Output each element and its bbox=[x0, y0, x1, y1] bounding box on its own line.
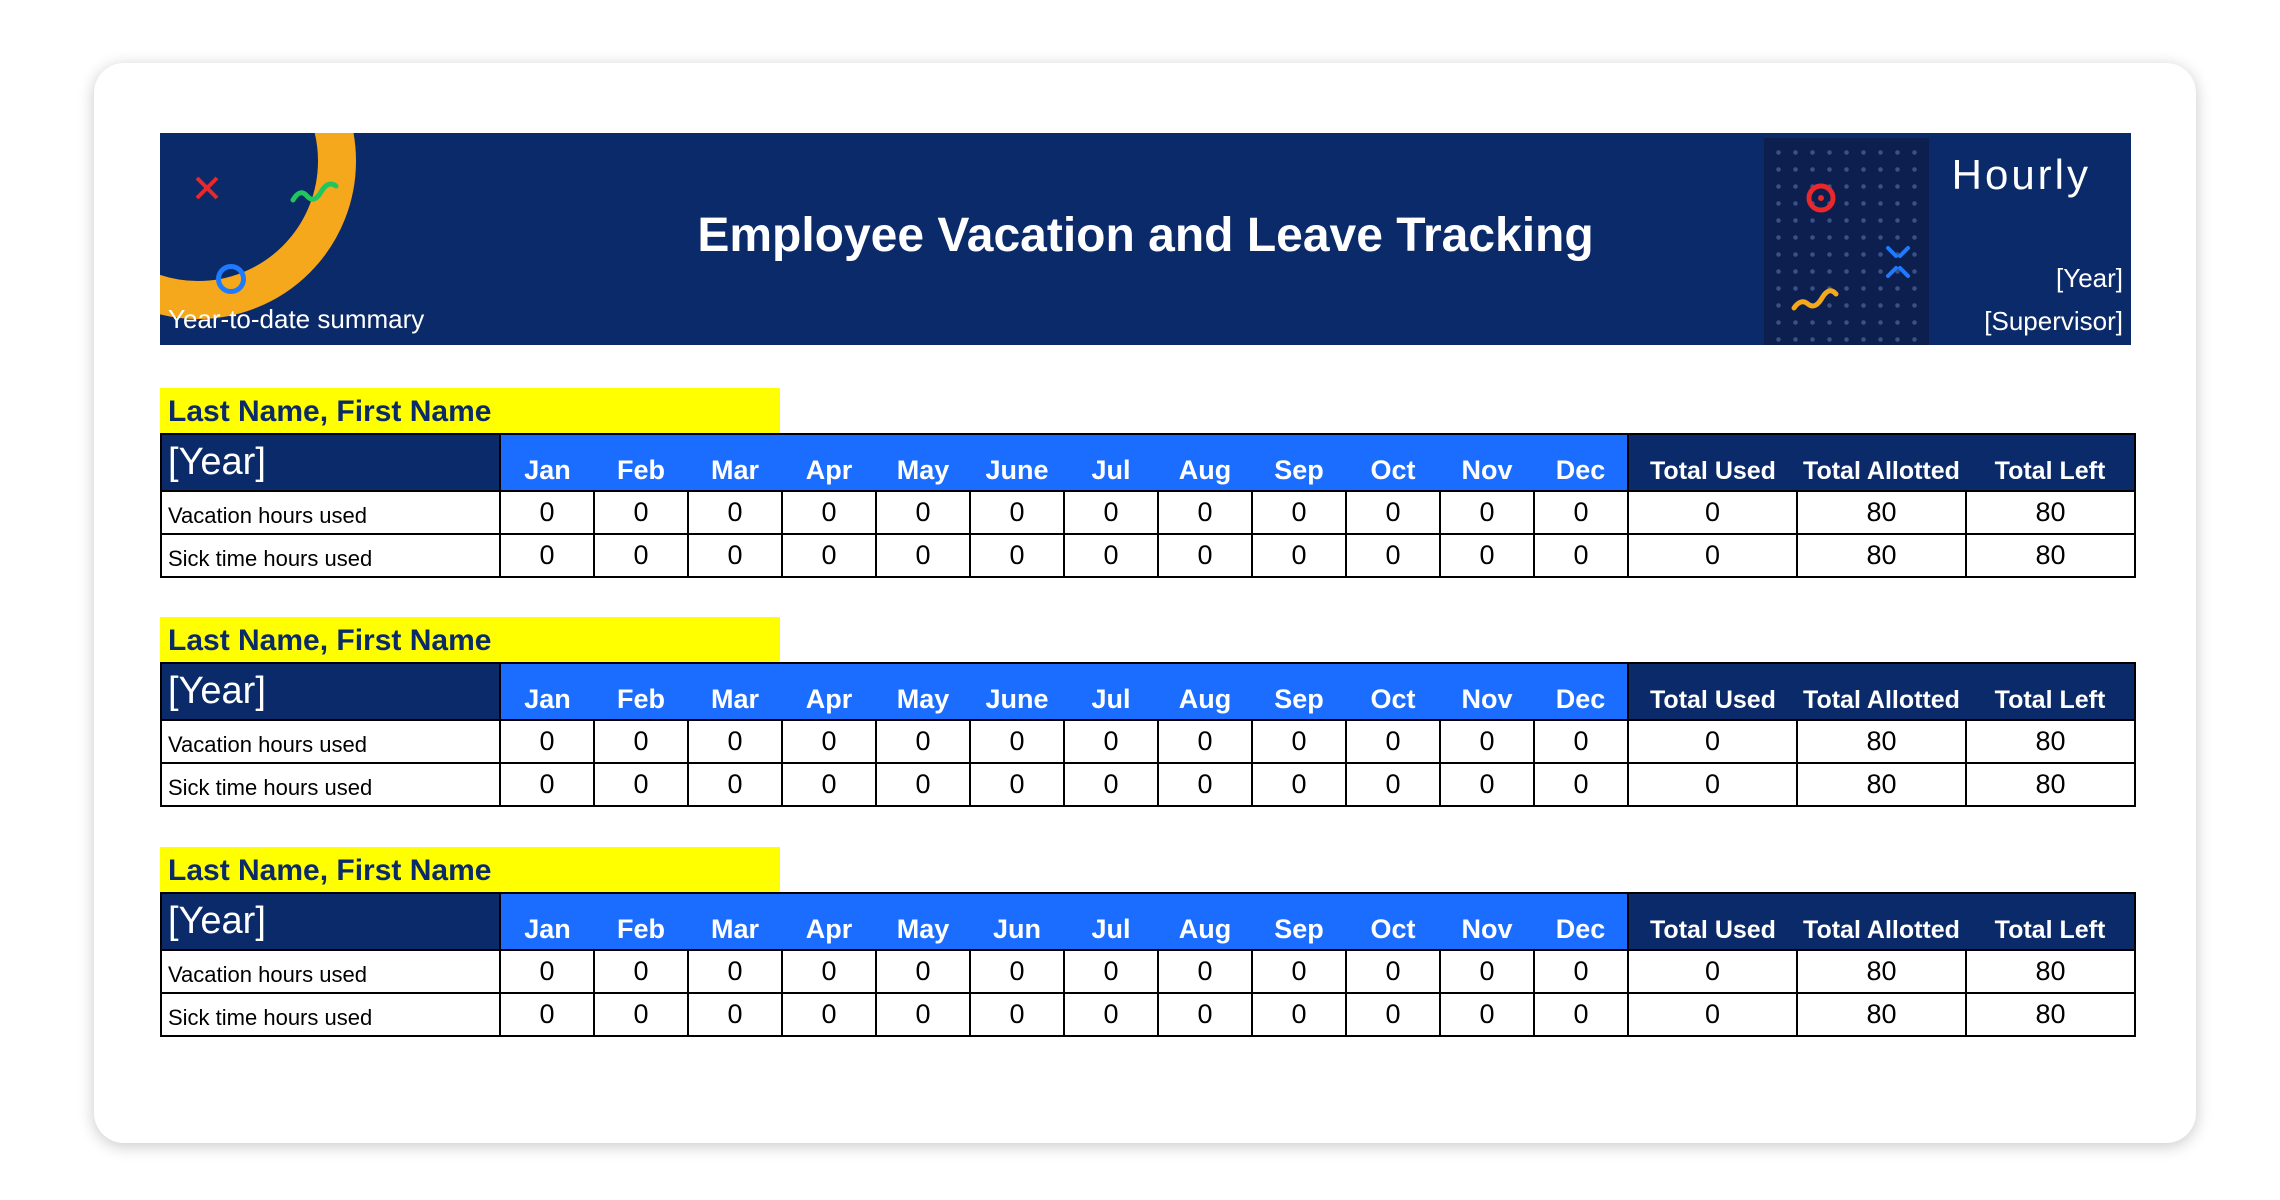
month-value-cell[interactable]: 0 bbox=[1534, 720, 1628, 763]
month-header: Mar bbox=[688, 434, 782, 491]
month-value-cell[interactable]: 0 bbox=[1064, 950, 1158, 993]
month-value-cell[interactable]: 0 bbox=[782, 763, 876, 806]
month-header: Dec bbox=[1534, 663, 1628, 720]
month-value-cell[interactable]: 0 bbox=[782, 720, 876, 763]
hourly-logo: Hourly bbox=[1951, 151, 2091, 198]
month-value-cell[interactable]: 0 bbox=[1064, 534, 1158, 577]
month-header: June bbox=[970, 434, 1064, 491]
total-used-cell[interactable]: 0 bbox=[1628, 534, 1797, 577]
total-used-cell[interactable]: 0 bbox=[1628, 491, 1797, 534]
month-value-cell[interactable]: 0 bbox=[1158, 993, 1252, 1036]
month-value-cell[interactable]: 0 bbox=[970, 763, 1064, 806]
month-value-cell[interactable]: 0 bbox=[1534, 950, 1628, 993]
total-header: Total Used bbox=[1628, 434, 1797, 491]
total-left-cell[interactable]: 80 bbox=[1966, 534, 2135, 577]
month-value-cell[interactable]: 0 bbox=[1158, 950, 1252, 993]
employee-name[interactable]: Last Name, First Name bbox=[160, 847, 780, 893]
month-header: Sep bbox=[1252, 663, 1346, 720]
squiggle-icon bbox=[290, 178, 340, 208]
month-header: Aug bbox=[1158, 434, 1252, 491]
month-value-cell[interactable]: 0 bbox=[500, 534, 594, 577]
month-value-cell[interactable]: 0 bbox=[876, 491, 970, 534]
year-field[interactable]: [Year] bbox=[2056, 263, 2123, 293]
month-value-cell[interactable]: 0 bbox=[1252, 993, 1346, 1036]
month-value-cell[interactable]: 0 bbox=[970, 534, 1064, 577]
page-title: Employee Vacation and Leave Tracking bbox=[697, 209, 1594, 262]
total-header: Total Left bbox=[1966, 663, 2135, 720]
month-header: Nov bbox=[1440, 893, 1534, 950]
ytd-summary-label: Year-to-date summary bbox=[168, 304, 425, 334]
month-header: Feb bbox=[594, 663, 688, 720]
month-value-cell[interactable]: 0 bbox=[1346, 763, 1440, 806]
month-value-cell[interactable]: 0 bbox=[1440, 534, 1534, 577]
month-value-cell[interactable]: 0 bbox=[688, 720, 782, 763]
month-value-cell[interactable]: 0 bbox=[1534, 491, 1628, 534]
row-label: Vacation hours used bbox=[161, 720, 500, 763]
month-header: Dec bbox=[1534, 434, 1628, 491]
table-row bbox=[161, 491, 2135, 534]
month-header: Oct bbox=[1346, 893, 1440, 950]
month-header: Feb bbox=[594, 893, 688, 950]
month-value-cell[interactable]: 0 bbox=[1252, 534, 1346, 577]
total-left-cell[interactable]: 80 bbox=[1966, 720, 2135, 763]
month-header: Mar bbox=[688, 663, 782, 720]
month-value-cell[interactable]: 0 bbox=[1346, 534, 1440, 577]
month-value-cell[interactable]: 0 bbox=[1440, 993, 1534, 1036]
month-value-cell[interactable]: 0 bbox=[1440, 491, 1534, 534]
month-header: Feb bbox=[594, 434, 688, 491]
month-value-cell[interactable]: 0 bbox=[500, 993, 594, 1036]
month-value-cell[interactable]: 0 bbox=[688, 491, 782, 534]
month-value-cell[interactable]: 0 bbox=[1064, 993, 1158, 1036]
month-value-cell[interactable]: 0 bbox=[876, 993, 970, 1036]
month-value-cell[interactable]: 0 bbox=[876, 950, 970, 993]
total-used-cell[interactable]: 0 bbox=[1628, 763, 1797, 806]
total-allotted-cell[interactable]: 80 bbox=[1797, 993, 1966, 1036]
leave-table bbox=[160, 892, 2136, 1037]
month-value-cell[interactable]: 0 bbox=[1346, 720, 1440, 763]
month-header: Sep bbox=[1252, 893, 1346, 950]
month-value-cell[interactable]: 0 bbox=[1346, 491, 1440, 534]
total-header: Total Left bbox=[1966, 893, 2135, 950]
x-mark-icon bbox=[192, 173, 222, 203]
total-header: Total Allotted bbox=[1797, 434, 1966, 491]
total-allotted-cell[interactable]: 80 bbox=[1797, 534, 1966, 577]
month-value-cell[interactable]: 0 bbox=[1158, 763, 1252, 806]
table-row bbox=[161, 763, 2135, 806]
month-value-cell[interactable]: 0 bbox=[1252, 720, 1346, 763]
month-header: Jan bbox=[500, 434, 594, 491]
month-value-cell[interactable]: 0 bbox=[594, 534, 688, 577]
month-value-cell[interactable]: 0 bbox=[594, 950, 688, 993]
month-value-cell[interactable]: 0 bbox=[594, 491, 688, 534]
total-header: Total Used bbox=[1628, 893, 1797, 950]
month-value-cell[interactable]: 0 bbox=[594, 763, 688, 806]
supervisor-field[interactable]: [Supervisor] bbox=[1984, 306, 2123, 336]
month-header: Jan bbox=[500, 663, 594, 720]
month-value-cell[interactable]: 0 bbox=[594, 993, 688, 1036]
month-value-cell[interactable]: 0 bbox=[1252, 763, 1346, 806]
month-value-cell[interactable]: 0 bbox=[1158, 534, 1252, 577]
month-header: Apr bbox=[782, 893, 876, 950]
month-header: Nov bbox=[1440, 434, 1534, 491]
row-label: Vacation hours used bbox=[161, 950, 500, 993]
month-header: Jul bbox=[1064, 434, 1158, 491]
table-row bbox=[161, 534, 2135, 577]
row-label: Sick time hours used bbox=[161, 763, 500, 806]
total-left-cell[interactable]: 80 bbox=[1966, 993, 2135, 1036]
employee-name[interactable]: Last Name, First Name bbox=[160, 388, 780, 434]
year-header-cell[interactable]: [Year] bbox=[161, 893, 500, 950]
month-value-cell[interactable]: 0 bbox=[500, 491, 594, 534]
month-value-cell[interactable]: 0 bbox=[970, 491, 1064, 534]
month-value-cell[interactable]: 0 bbox=[1346, 993, 1440, 1036]
month-value-cell[interactable]: 0 bbox=[782, 491, 876, 534]
month-value-cell[interactable]: 0 bbox=[970, 993, 1064, 1036]
employee-name[interactable]: Last Name, First Name bbox=[160, 617, 780, 663]
month-value-cell[interactable]: 0 bbox=[782, 534, 876, 577]
month-value-cell[interactable]: 0 bbox=[1346, 950, 1440, 993]
month-header: Oct bbox=[1346, 663, 1440, 720]
circle-icon bbox=[216, 264, 246, 294]
month-header: Apr bbox=[782, 663, 876, 720]
month-header: May bbox=[876, 893, 970, 950]
month-header: Jan bbox=[500, 893, 594, 950]
month-value-cell[interactable]: 0 bbox=[1064, 491, 1158, 534]
month-header: Sep bbox=[1252, 434, 1346, 491]
month-value-cell[interactable]: 0 bbox=[688, 993, 782, 1036]
leave-table bbox=[160, 433, 2136, 578]
month-header: May bbox=[876, 434, 970, 491]
month-header: Aug bbox=[1158, 893, 1252, 950]
total-allotted-cell[interactable]: 80 bbox=[1797, 720, 1966, 763]
total-left-cell[interactable]: 80 bbox=[1966, 491, 2135, 534]
month-value-cell[interactable]: 0 bbox=[970, 950, 1064, 993]
total-allotted-cell[interactable]: 80 bbox=[1797, 491, 1966, 534]
month-header: Aug bbox=[1158, 663, 1252, 720]
month-value-cell[interactable]: 0 bbox=[876, 720, 970, 763]
row-label: Vacation hours used bbox=[161, 491, 500, 534]
total-header: Total Allotted bbox=[1797, 663, 1966, 720]
table-row bbox=[161, 950, 2135, 993]
month-value-cell[interactable]: 0 bbox=[876, 763, 970, 806]
total-used-cell[interactable]: 0 bbox=[1628, 950, 1797, 993]
month-value-cell[interactable]: 0 bbox=[782, 993, 876, 1036]
total-used-cell[interactable]: 0 bbox=[1628, 993, 1797, 1036]
month-value-cell[interactable]: 0 bbox=[688, 950, 782, 993]
decor-shapes bbox=[1764, 138, 1929, 345]
month-value-cell[interactable]: 0 bbox=[1252, 950, 1346, 993]
leave-table bbox=[160, 662, 2136, 807]
month-header: May bbox=[876, 663, 970, 720]
total-used-cell[interactable]: 0 bbox=[1628, 720, 1797, 763]
month-value-cell[interactable]: 0 bbox=[688, 534, 782, 577]
month-value-cell[interactable]: 0 bbox=[1158, 720, 1252, 763]
month-value-cell[interactable]: 0 bbox=[782, 950, 876, 993]
month-value-cell[interactable]: 0 bbox=[1440, 950, 1534, 993]
month-value-cell[interactable]: 0 bbox=[1440, 720, 1534, 763]
row-label: Sick time hours used bbox=[161, 993, 500, 1036]
month-header: Jun bbox=[970, 893, 1064, 950]
total-header: Total Allotted bbox=[1797, 893, 1966, 950]
month-value-cell[interactable]: 0 bbox=[594, 720, 688, 763]
month-header: June bbox=[970, 663, 1064, 720]
month-value-cell[interactable]: 0 bbox=[1534, 763, 1628, 806]
table-row bbox=[161, 993, 2135, 1036]
month-value-cell[interactable]: 0 bbox=[1064, 720, 1158, 763]
month-header: Jul bbox=[1064, 893, 1158, 950]
month-value-cell[interactable]: 0 bbox=[1064, 763, 1158, 806]
header-banner bbox=[160, 133, 2131, 345]
month-header: Dec bbox=[1534, 893, 1628, 950]
total-left-cell[interactable]: 80 bbox=[1966, 763, 2135, 806]
month-value-cell[interactable]: 0 bbox=[876, 534, 970, 577]
month-value-cell[interactable]: 0 bbox=[1534, 993, 1628, 1036]
month-header: Nov bbox=[1440, 663, 1534, 720]
total-allotted-cell[interactable]: 80 bbox=[1797, 763, 1966, 806]
orange-squiggle-icon bbox=[1794, 291, 1836, 308]
total-allotted-cell[interactable]: 80 bbox=[1797, 950, 1966, 993]
month-header: Apr bbox=[782, 434, 876, 491]
month-value-cell[interactable]: 0 bbox=[500, 763, 594, 806]
month-header: Mar bbox=[688, 893, 782, 950]
month-header: Oct bbox=[1346, 434, 1440, 491]
table-row bbox=[161, 720, 2135, 763]
month-value-cell[interactable]: 0 bbox=[688, 763, 782, 806]
month-value-cell[interactable]: 0 bbox=[1440, 763, 1534, 806]
total-header: Total Left bbox=[1966, 434, 2135, 491]
total-header: Total Used bbox=[1628, 663, 1797, 720]
row-label: Sick time hours used bbox=[161, 534, 500, 577]
year-header-cell[interactable]: [Year] bbox=[161, 434, 500, 491]
month-value-cell[interactable]: 0 bbox=[500, 950, 594, 993]
month-value-cell[interactable]: 0 bbox=[1534, 534, 1628, 577]
month-value-cell[interactable]: 0 bbox=[970, 720, 1064, 763]
blue-spark-icon bbox=[1888, 248, 1908, 276]
month-value-cell[interactable]: 0 bbox=[500, 720, 594, 763]
year-header-cell[interactable]: [Year] bbox=[161, 663, 500, 720]
month-header: Jul bbox=[1064, 663, 1158, 720]
dot-pattern-panel bbox=[1764, 138, 1929, 345]
month-value-cell[interactable]: 0 bbox=[1158, 491, 1252, 534]
month-value-cell[interactable]: 0 bbox=[1252, 491, 1346, 534]
total-left-cell[interactable]: 80 bbox=[1966, 950, 2135, 993]
